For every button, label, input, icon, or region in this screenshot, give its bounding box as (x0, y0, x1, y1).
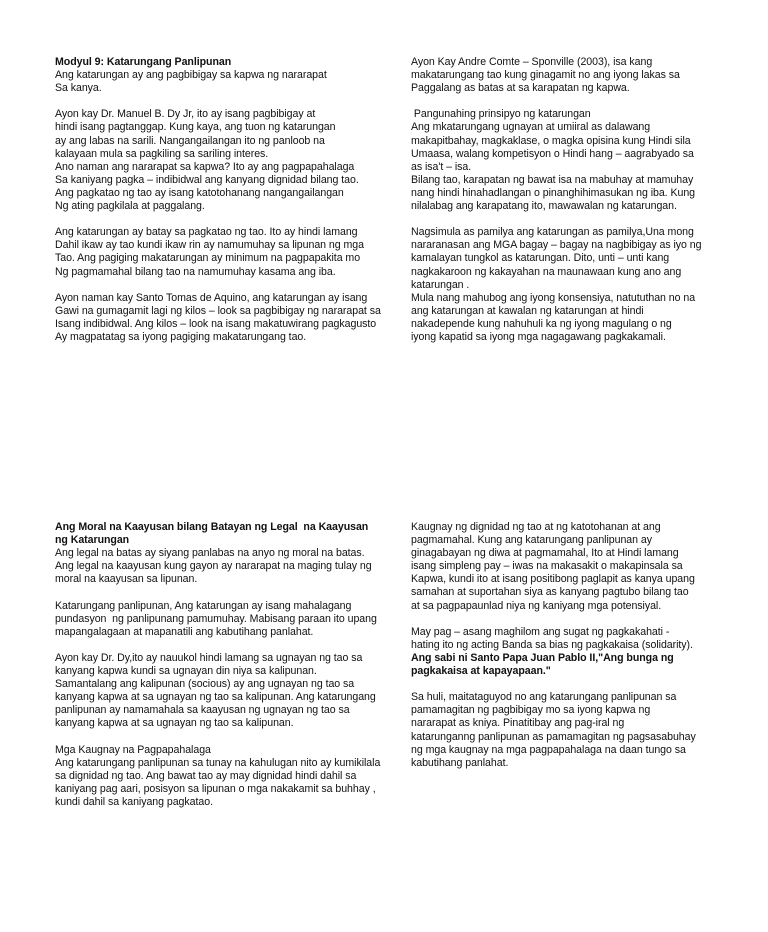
text-line: Pangunahing prinsipyo ng katarungan (411, 108, 591, 121)
text-line: ginagabayan ng diwa at pagmamahal, Ito at Hindi lamang (411, 547, 679, 560)
text-line: kamalayan tungkol as katarungan. Dito, unti – unti kang (411, 252, 670, 265)
text-line: Umaasa, walang kompetisyon o Hindi hang – aagrabyado sa (411, 147, 694, 160)
text-line: Mula nang mahubog ang iyong konsensiya, natututhan no na (411, 291, 696, 304)
text-line: nang hindi hinahadlangan o pinanghihimasukan ng iba. Kung (411, 186, 696, 199)
text-line: Ng pagmamahal bilang tao na namumuhay kasama ang iba. (55, 265, 336, 278)
text-line: Bilang tao, karapatan ng bawat isa na mabuhay at mamuhay (411, 173, 694, 186)
text-line: mapangalagaan at mapanatili ang kabutihang panlahat. (55, 625, 314, 638)
text-line: makatarungang tao kung ginagamit no ang iyong lakas sa (411, 69, 680, 82)
heading-line: Modyul 9: Katarungang Panlipunan (55, 56, 232, 68)
text-line: katarunganng panlipunan as pamamagitan ng pagsasabuhay (411, 730, 696, 743)
text-line: iyong kapatid sa iyong mga nagagawang pagkakamali. (411, 330, 666, 343)
blank-line (411, 213, 721, 226)
text-column-top-left (55, 56, 385, 344)
text-line: Tao. Ang pagiging makatarungan ay minimum na pagpapakita mo (55, 252, 361, 265)
text-line: Ang katarungan ay ang pagbibigay sa kapwa ng nararapat (55, 69, 327, 82)
text-line: Sa huli, maitataguyod no ang katarungang panlipunan sa (411, 691, 677, 704)
text-line: katarungan . (411, 278, 470, 291)
text-column-bottom-left (55, 521, 390, 809)
text-line: sa dignidad ng tao. Ang bawat tao ay may dignidad hindi dahil sa (55, 769, 357, 782)
text-line: Gawi na gumagamit lagi ng kilos – look sa pagbibigay ng nararapat sa (55, 304, 381, 317)
text-line: nararapat as kniya. Pinatitibay ang pag-iral ng (411, 717, 625, 730)
text-line: May pag – asang maghilom ang sugat ng pagkakahati - (411, 625, 670, 638)
text-line: ang katarungan at kawalan ng katarungan at hindi (411, 304, 644, 317)
text-line: nararanasan ang MGA bagay – bagay na nagbibigay as iyo ng (411, 239, 702, 252)
text-line: kanyang kapwa at sa ugnayan ng tao sa kalipunan. Ang katarungang (55, 691, 376, 704)
text-line: ay ang labas na sarili. Nangangailangan ito ng panloob na (55, 134, 325, 147)
text-line: Sa kanya. (55, 82, 102, 95)
text-line: as isa't – isa. (411, 160, 472, 173)
text-line: Kaugnay ng dignidad ng tao at ng katotohanan at ang (411, 521, 661, 533)
text-line: makapitbahay, magkaklase, o magka opisina kung Hindi sila (411, 134, 691, 147)
text-line: pamamagitan ng pagbibigay mo sa iyong kapwa ng (411, 704, 651, 717)
text-line: Ay magpatatag sa iyong pagiging makatarungang tao. (55, 330, 307, 343)
text-line: Samantalang ang kalipunan (socious) ay ang ugnayan ng tao sa (55, 678, 355, 691)
text-line: moral na kaayusan sa lipunan. (55, 573, 198, 586)
text-line: Ano naman ang nararapat sa kapwa? Ito ay ang pagpapahalaga (55, 160, 355, 173)
text-line: Isang indibidwal. Ang kilos – look na isang makatuwirang pagkagusto (55, 317, 377, 330)
text-line: Ang legal na kaayusan kung gayon ay nararapat na maging tulay ng (55, 560, 372, 573)
text-line: nakadepende kung nahuhuli ka ng iyong magulang o ng (411, 317, 672, 330)
blank-line (411, 95, 721, 108)
text-line: kaniyang pag aari, posisyon sa lipunan o mga nakakamit sa buhhay , (55, 782, 376, 795)
text-line: nagkakaroon ng kakayahan na maunawaan kung ano ang (411, 265, 682, 278)
text-line: panlipunan ay namamahala sa kaayusan ng ugnayan ng tao sa (55, 704, 350, 717)
text-line: kalayaan mula sa pagkiling sa sariling interes. (55, 147, 269, 160)
text-line: kanyang kapwa kundi sa ugnayan din niya sa kalipunan. (55, 665, 317, 678)
blank-line (411, 613, 721, 626)
text-line: Ng ating pagkilala at paggalang. (55, 200, 205, 213)
text-line: Nagsimula as pamilya ang katarungan as pamilya,Una mong (411, 226, 694, 239)
blank-line (55, 95, 385, 108)
text-line: Ayon naman kay Santo Tomas de Aquino, ang katarungan ay isang (55, 291, 368, 304)
text-line: isang simpleng pay – iwas na makasakit o makapinsala sa (411, 560, 683, 573)
text-line: hating ito ng acting Banda sa bias ng pagkakaisa (solidarity). (411, 638, 693, 651)
heading-line: ng Katarungan (55, 534, 130, 547)
text-line: Mga Kaugnay na Pagpapahalaga (55, 743, 211, 756)
text-line: pundasyon ng panlipunang pamumuhay. Mabisang paraan ito upang (55, 612, 377, 625)
text-line: Ang katarungan ay batay sa pagkatao ng tao. Ito ay hindi lamang (55, 226, 358, 239)
blank-line (55, 639, 390, 652)
text-line: samahan at suportahan siya as kanyang pagtubo bilang tao (411, 586, 689, 599)
text-line: Ayon kay Dr. Manuel B. Dy Jr, ito ay isang pagbibigay at (55, 108, 316, 121)
text-line: Paggalang as batas at sa karapatan ng kapwa. (411, 82, 630, 95)
text-line: Ang pagkatao ng tao ay isang katotohanang nangangailangan (55, 186, 344, 199)
text-line: Ang legal na batas ay siyang panlabas na anyo ng moral na batas. (55, 547, 365, 560)
blank-line (55, 279, 385, 292)
heading-line: pagkakaisa at kapayapaan." (411, 665, 551, 678)
text-line: hindi isang pagtanggap. Kung kaya, ang tuon ng katarungan (55, 121, 336, 134)
text-line: at sa pagpapaunlad niya ng kaniyang mga potensiyal. (411, 599, 662, 612)
text-line: Ang katarungang panlipunan sa tunay na kahulugan nito ay kumikilala (55, 756, 381, 769)
text-line: kanyang kapwa at sa ugnayan ng tao sa kalipunan. (55, 717, 294, 730)
text-line: Ayon kay Dr. Dy,ito ay nauukol hindi lamang sa ugnayan ng tao sa (55, 651, 363, 664)
text-column-top-right (411, 56, 721, 344)
blank-line (55, 731, 390, 744)
text-line: Sa kaniyang pagka – indibidwal ang kanyang dignidad bilang tao. (55, 173, 359, 186)
text-line: Ayon Kay Andre Comte – Sponville (2003), isa kang (411, 56, 653, 68)
blank-line (55, 586, 390, 599)
blank-line (55, 213, 385, 226)
text-line: Ang mkatarungang ugnayan at umiiral as dalawang (411, 121, 651, 134)
text-line: pagmamahal. Kung ang katarungang panlipunan ay (411, 534, 652, 547)
heading-line: Ang Moral na Kaayusan bilang Batayan ng Legal na Kaayusan (55, 521, 369, 533)
heading-line: Ang sabi ni Santo Papa Juan Pablo II,"Ang bunga ng (411, 651, 674, 664)
blank-line (411, 678, 721, 691)
text-column-bottom-right (411, 521, 721, 770)
text-line: Kapwa, kundi ito at isang positibong paglapit as kanya upang (411, 573, 695, 586)
text-line: ng mga kaugnay na mga pagpapahalaga na daan tungo sa (411, 743, 686, 756)
text-line: Dahil ikaw ay tao kundi ikaw rin ay namumuhay sa lipunan ng mga (55, 239, 364, 252)
text-line: nilalabag ang karapatang ito, mawawalan ng katarungan. (411, 200, 677, 213)
text-line: Katarungang panlipunan, Ang katarungan ay isang mahalagang (55, 599, 352, 612)
text-line: kundi dahil sa kaniyang pagkatao. (55, 795, 213, 808)
text-line: kabutihang panlahat. (411, 756, 509, 769)
